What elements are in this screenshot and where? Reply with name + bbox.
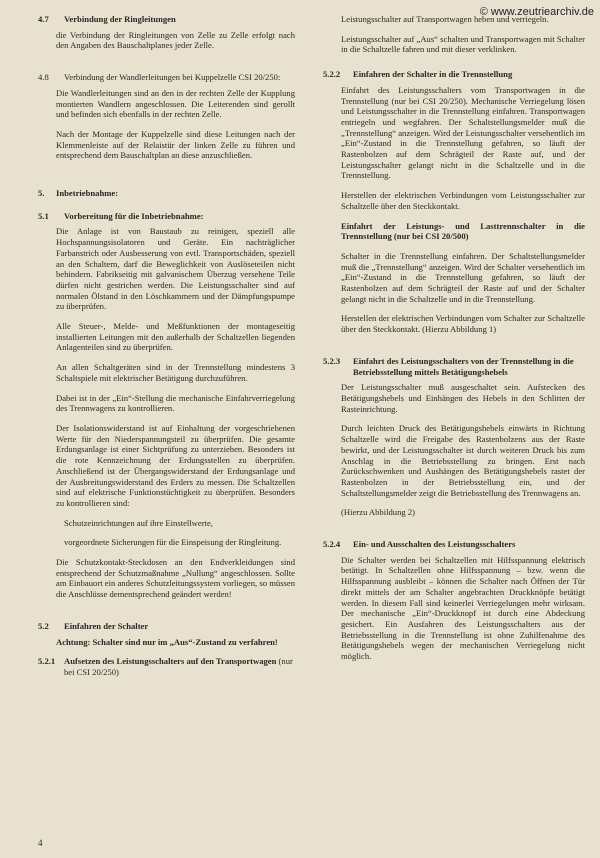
section-5-1-paragraph: Der Isolationswiderstand ist auf Einhaltung der vorgeschriebenen Werte für den Niederspannungsteil zu überprüfen. Die gesamte Erdungsanlage ist einer Sichtprüfung zu unterziehen. Besonders ist die rote Kennzeichnung der Erdungsstellen zu überprüfen. Anschließend ist der Übergangswiderstand der Erdungsanlage und der Ausbreitungswiderstand des Erders zu messen. Die Schaltzellen sind auf elektrische Funktionstüchtigkeit zu überprüfen. Besonders zu kontrollieren sind: xyxy=(56,422,295,508)
section-5-2-3-heading: 5.2.3 Einfahrt des Leistungsschalters von der Trennstellung in die Betriebsstellung mittels Betätigungshebels xyxy=(323,355,574,377)
section-4-8-paragraph: Nach der Montage der Kuppelzelle sind diese Leitungen nach der Klemmenleiste auf der Relaistür der linken Zelle zu führen und entsprechend dem Bauschaltplan an diese anzuschließen. xyxy=(56,128,295,161)
section-5-2-3-paragraph: Durch leichten Druck des Betätigungshebels einwärts in Richtung Schaltzelle wird die Freigabe des Rastenbolzens aus der Raste bewirkt, und der Leistungsschalter ist durch weiteren Druck bis zum Anschlag in die Betriebsstellung zu bringen. Erst nach Zurückschwenken und Aushängen des Betätigungshebels rastet der Rastenbolzen in der Betriebsstellung ein, und der Schaltstellungsmelder zeigt die Betriebsstellung des Trennwagens an. xyxy=(341,423,585,498)
section-4-8-paragraph: Die Wandlerleitungen sind an den in der rechten Zelle der Kupplung montierten Wandlern angeschlossen. Die Leiterenden sind gerollt und befinden sich ebenfalls in der rechten Zelle. xyxy=(56,87,295,120)
section-4-7-body: die Verbindung der Ringleitungen von Zelle zu Zelle erfolgt nach den Angaben des Bauschaltplanes jeder Zelle. xyxy=(56,29,295,51)
left-column xyxy=(38,14,295,678)
warning-note: Achtung: Schalter sind nur im „Aus“-Zustand zu verfahren! xyxy=(56,636,278,647)
section-4-7-heading: 4.7 Verbindung der Ringleitungen xyxy=(38,14,176,24)
section-5-2-2-paragraph: Schalter in die Trennstellung einfahren. Der Schaltstellungsmelder muß die „Trennstellung“ anzeigen. Wird der Schalter versehentlich im „Ein“-Zustand in die Trennstellung gefahren, so läuft der Rastenbolzen auf dem Schrägteil der Raste auf und der Schalter gelangt nicht in die Schaltzelle und in die Trennstellung. xyxy=(341,250,585,304)
section-5-2-2-paragraph: Herstellen der elektrischen Verbindungen vom Leistungsschalter zur Schaltzelle über den Steckkontakt. xyxy=(341,190,585,211)
section-4-8-heading: 4.8 Verbindung der Wandlerleitungen bei Kuppelzelle CSI 20/250: xyxy=(38,72,281,83)
right-paragraph: Leistungsschalter auf Transportwagen heben und verriegeln. xyxy=(341,14,549,24)
section-5-2-2-paragraph: Einfahrt des Leistungsschalters vom Transportwagen in die Trennstellung (nur bei CSI 20/250). Mechanische Verriegelung lösen und Leistungsschalter in die Trennstellung einfahren. Transportwagen entriegeln und wegfahren. Der Schaltstellungsmelder muß die „Trennstellung“ anzeigen. Wird der Leistungsschalter versehentlich im „Ein“-Zustand in die Trennstellung gefahren, so läuft der Rastenbolzen auf dem Schrägteil der Raste auf, und der Leistungsschalter gelangt nicht in die Schaltzelle und in die Trennstellung. xyxy=(341,84,585,181)
section-5-2-2-heading: 5.2.2 Einfahren der Schalter in die Trennstellung xyxy=(323,69,513,80)
section-5-1-paragraph: An allen Schaltgeräten sind in der Trennstellung mindestens 3 Schaltspiele mit elektrischer Betätigung durchzuführen. xyxy=(56,362,295,383)
section-5-2-3-paragraph: Der Leistungsschalter muß ausgeschaltet sein. Aufstecken des Betätigungshebels und Einhängen des Hebels in den Schlitten der Rasteinrichtung. xyxy=(341,382,585,414)
checklist-item: Schutzeinrichtungen auf ihre Einstellwerte, xyxy=(64,517,213,528)
section-5-heading: 5. Inbetriebnahme: xyxy=(38,188,119,199)
checklist-item: vorgeordnete Sicherungen für die Einspeisung der Ringleitung. xyxy=(64,537,282,548)
right-column xyxy=(323,14,585,671)
right-paragraph: Leistungsschalter auf „Aus“ schalten und Transportwagen mit Schalter in die Schaltzelle fahren und mit dieser verklinken. xyxy=(341,33,585,55)
section-5-2-heading: 5.2 Einfahren der Schalter xyxy=(38,620,149,631)
section-5-2-1-heading: 5.2.1 Aufsetzen des Leistungsschalters auf den Transportwagen (nur bei CSI 20/250) xyxy=(38,656,293,677)
section-5-2-2-subheading: Einfahrt der Leistungs- und Lasttrennschalter in die Trennstellung (nur bei CSI 20/500) xyxy=(341,220,585,242)
section-5-1-paragraph: Alle Steuer-, Melde- und Meßfunktionen der montageseitig installierten Leitungen mit den außerhalb der Schaltzellen liegenden Anlagenteilen sind zu überprüfen. xyxy=(56,321,295,353)
section-5-1-heading: 5.1 Vorbereitung für die Inbetriebnahme: xyxy=(38,210,204,221)
section-5-2-4-heading: 5.2.4 Ein- und Ausschalten des Leistungsschalters xyxy=(323,539,516,550)
section-5-1-paragraph: Die Schutzkontakt-Steckdosen an den Endverkleidungen sind entsprechend der Schutzmaßnahme „Nullung“ angeschlossen. Sollte am Einbauort ein anderes Schutzleitungssystem vorliegen, so müssen die Anschlüsse dementsprechend geändert werden! xyxy=(56,557,295,600)
section-5-1-paragraph: Dabei ist in der „Ein“-Stellung die mechanische Einfahrverriegelung des Trennwagens zu kontrollieren. xyxy=(56,392,295,414)
section-5-2-3-paragraph: (Hierzu Abbildung 2) xyxy=(341,507,415,518)
section-5-1-paragraph: Die Anlage ist von Baustaub zu reinigen, speziell alle Hochspannungsisolatoren und Geräte. Ein nachträglicher Farbanstrich oder Ausbesserung von evtl. Transportschäden, speziell an den Schaltern, darf die Beweglichkeit von Auslöseteilen nicht behindern. Fabrikseitig mit galvanischem Überzug versehene Teile dürfen nicht gestrichen werden. Die Leistungsschalter sind auf normalen Ölstand in den Löschkammern und der Dämpfungspumpe zu überprüfen. xyxy=(56,226,295,312)
section-5-2-4-paragraph: Die Schalter werden bei Schaltzellen mit Hilfsspannung elektrisch betätigt. In Schaltzellen ohne Hilfsspannung – bzw. wenn die Hilfsspannung ausbleibt – können die Schalter nach Öffnen der Tür direkt mittels der am Schalter angebrachten Druckknöpfe betätigt werden. In diesem Fall sind keinerlei Verriegelungen mehr wirksam. Der mechanische „Ein“-Druckknopf ist durch eine Abdeckung gesichert. Ein Ausfahren des Leistungsschalters aus der Betriebsstellung in die Trennstellung ist ohne Zuhilfenahme des Betätigungshebels wegen der mechanischen Verriegelung nicht möglich. xyxy=(341,554,585,662)
section-5-2-2-paragraph: Herstellen der elektrischen Verbindungen vom Schalter zur Schaltzelle über den Steckkontakt. (Hierzu Abbildung 1) xyxy=(341,313,585,335)
watermark-text: © www.zeutriearchiv.de xyxy=(479,6,594,18)
page-number: 4 xyxy=(38,838,43,848)
